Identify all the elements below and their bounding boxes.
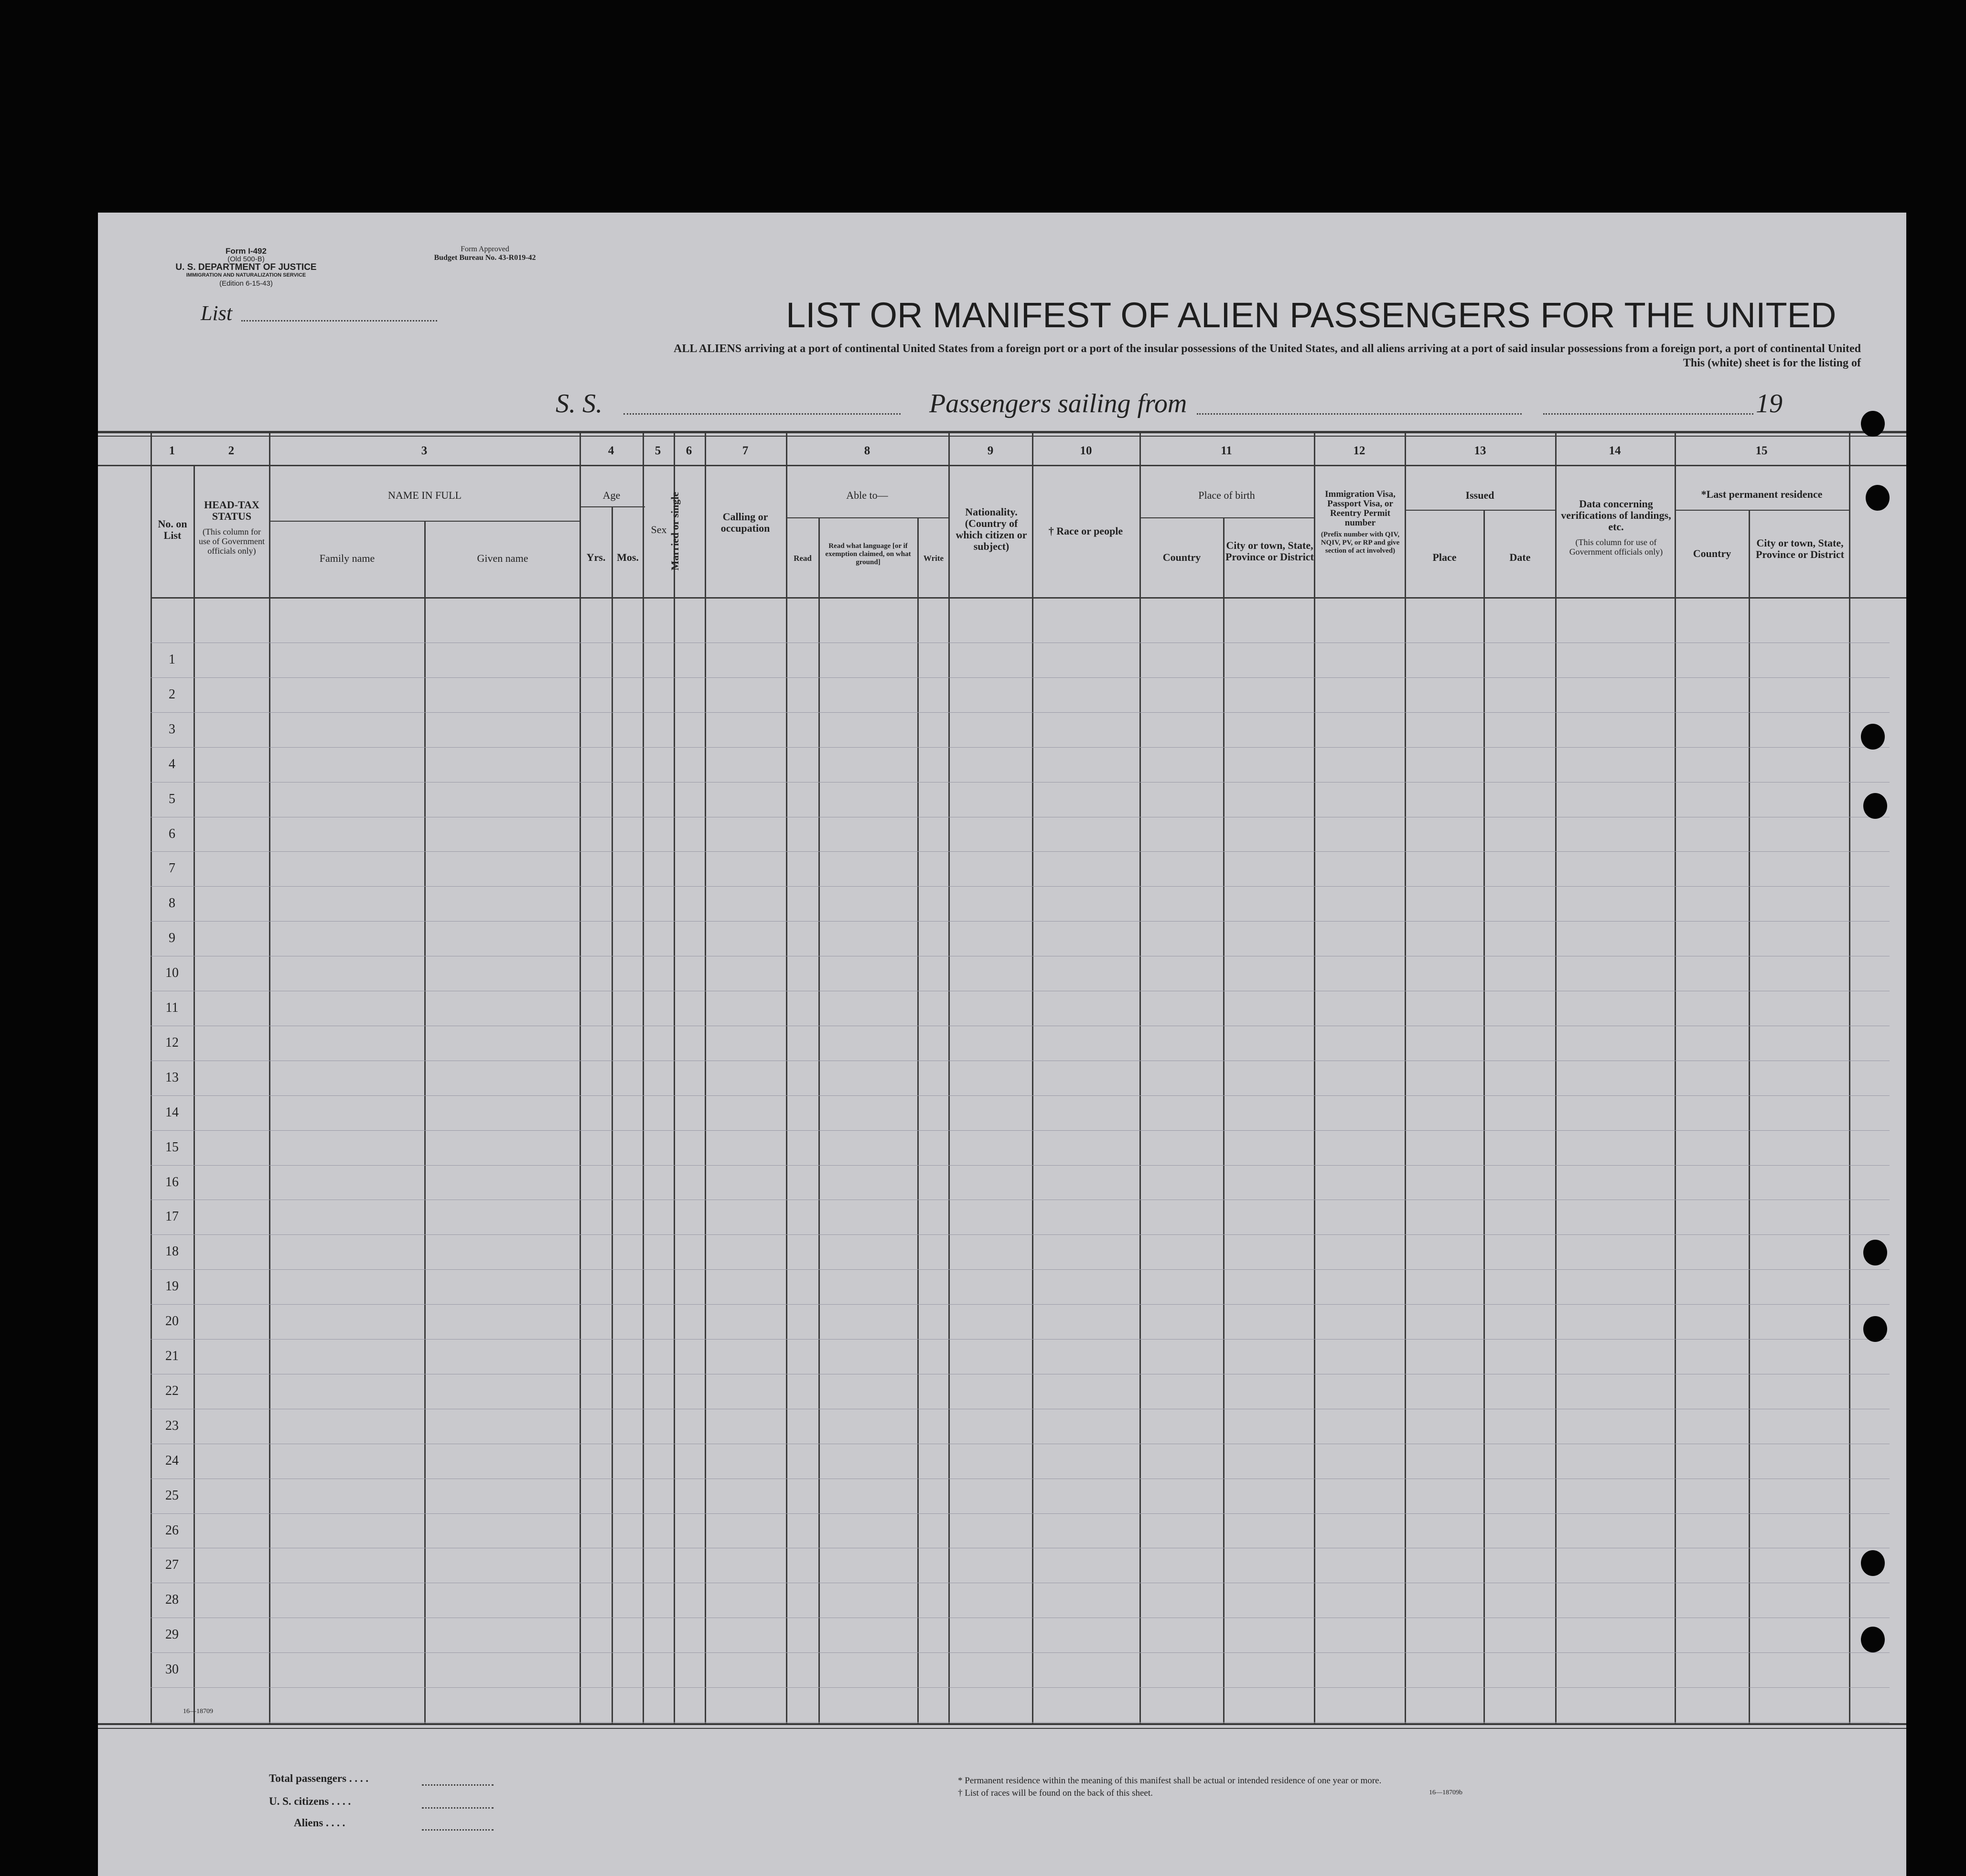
column-number: 1 bbox=[169, 444, 175, 457]
col-line bbox=[786, 433, 787, 1723]
total-passengers-label: Total passengers . . . . bbox=[269, 1772, 369, 1784]
col-header-sex: Sex bbox=[651, 524, 667, 536]
list-label: List bbox=[201, 301, 233, 325]
col-header-issued-date: Date bbox=[1509, 551, 1531, 563]
row-number: 25 bbox=[165, 1488, 179, 1503]
subtitle-line-1: ALL ALIENS arriving at a port of continental United States from a foreign port or a port of the insular possessions of the United States, and all aliens arriving at a port of said insular possessions from a foreign port, a port of continental United bbox=[674, 343, 1861, 355]
column-number: 8 bbox=[864, 444, 870, 457]
row-number: 6 bbox=[169, 826, 175, 841]
col-line bbox=[1749, 510, 1750, 1723]
ruled-line bbox=[150, 747, 1890, 748]
col-header-calling: Calling or occupation bbox=[720, 511, 770, 534]
row-number: 21 bbox=[165, 1349, 179, 1363]
year-prefix: 19 bbox=[1756, 389, 1783, 418]
col-line bbox=[193, 466, 195, 1723]
column-number: 5 bbox=[655, 444, 661, 457]
binder-hole bbox=[1861, 1627, 1885, 1652]
col-line bbox=[643, 433, 644, 1723]
col-line bbox=[705, 433, 706, 1723]
table-top-rule bbox=[98, 431, 1906, 433]
row-number: 8 bbox=[169, 896, 175, 911]
row-number: 20 bbox=[165, 1314, 179, 1329]
ruled-line bbox=[150, 1513, 1890, 1514]
row-number: 30 bbox=[165, 1662, 179, 1677]
binder-hole bbox=[1863, 1316, 1887, 1342]
us-citizens-label: U. S. citizens . . . . bbox=[269, 1795, 351, 1807]
col-line bbox=[424, 521, 426, 1723]
col-line bbox=[1555, 433, 1557, 1723]
col-header-place-of-birth: Place of birth bbox=[1198, 489, 1255, 501]
form-id-block bbox=[174, 247, 318, 288]
col-header-married: Married or single bbox=[669, 492, 681, 571]
row-number: 13 bbox=[165, 1070, 179, 1085]
ruled-line bbox=[150, 1234, 1890, 1235]
head-tax-note: (This column for use of Government officials only) bbox=[199, 527, 265, 556]
row-number: 4 bbox=[169, 757, 175, 772]
row-number: 27 bbox=[165, 1557, 179, 1572]
ruled-line bbox=[150, 851, 1890, 852]
table-bottom-rule-thin bbox=[98, 1728, 1906, 1729]
col-header-able-to: Able to— bbox=[846, 489, 888, 501]
col-header-name-in-full: NAME IN FULL bbox=[388, 489, 462, 501]
row-number: 12 bbox=[165, 1035, 179, 1050]
col-header-age: Age bbox=[602, 489, 621, 501]
col-header-no-on-list: No. on List bbox=[158, 518, 187, 541]
col-line bbox=[1483, 510, 1485, 1723]
col-line bbox=[269, 433, 270, 1723]
binder-hole bbox=[1861, 724, 1885, 750]
column-number: 13 bbox=[1474, 444, 1486, 457]
ruled-line bbox=[150, 921, 1890, 922]
col-header-birth-country: Country bbox=[1162, 551, 1201, 563]
col-line bbox=[818, 517, 820, 1723]
column-number: 7 bbox=[742, 444, 749, 457]
column-number: 11 bbox=[1221, 444, 1232, 457]
column-number: 9 bbox=[987, 444, 994, 457]
row-number: 18 bbox=[165, 1244, 179, 1259]
ruled-line bbox=[150, 1652, 1890, 1653]
row-number: 2 bbox=[169, 687, 175, 702]
ruled-line bbox=[150, 1095, 1890, 1096]
issued-subheader-rule bbox=[1405, 510, 1555, 511]
col-line bbox=[1032, 433, 1033, 1723]
ruled-line bbox=[150, 1304, 1890, 1305]
column-number: 6 bbox=[686, 444, 692, 457]
col-header-nationality: Nationality. (Country of which citizen or subject) bbox=[956, 506, 1027, 552]
col-header-residence-country: Country bbox=[1693, 547, 1731, 559]
row-number: 7 bbox=[169, 861, 175, 876]
col-line bbox=[1314, 433, 1315, 1723]
col-header-data-concerning bbox=[1560, 498, 1672, 557]
ruled-line bbox=[150, 1165, 1890, 1166]
old-form-number: (Old 500-B) bbox=[227, 255, 265, 263]
data-concerning-note: (This column for use of Government officials only) bbox=[1569, 537, 1663, 557]
ship-name-field[interactable] bbox=[623, 413, 901, 415]
col-line bbox=[917, 517, 919, 1723]
ruled-line bbox=[150, 782, 1890, 783]
col-line bbox=[1223, 517, 1225, 1723]
service-name: IMMIGRATION AND NATURALIZATION SERVICE bbox=[186, 272, 306, 278]
col-line bbox=[948, 433, 950, 1723]
col-header-visa bbox=[1317, 490, 1403, 555]
col-line bbox=[150, 433, 152, 1723]
column-number: 2 bbox=[228, 444, 235, 457]
col-line bbox=[1405, 433, 1406, 1723]
total-passengers-field[interactable] bbox=[422, 1784, 494, 1786]
col-line bbox=[612, 506, 613, 1723]
ss-label: S. S. bbox=[556, 389, 602, 418]
column-number: 4 bbox=[608, 444, 614, 457]
number-row-rule bbox=[98, 465, 1906, 466]
binder-hole bbox=[1863, 793, 1887, 819]
col-line bbox=[1675, 433, 1676, 1723]
row-number: 15 bbox=[165, 1140, 179, 1155]
print-code-left: 16—18709 bbox=[183, 1708, 213, 1715]
footnote-permanent-residence: * Permanent residence within the meaning of this manifest shall be actual or intended residence of one year or more. bbox=[958, 1776, 1382, 1786]
row-number: 9 bbox=[169, 931, 175, 945]
col-line bbox=[1849, 433, 1850, 1723]
binder-hole bbox=[1866, 485, 1890, 511]
aliens-field[interactable] bbox=[422, 1829, 494, 1831]
ruled-line bbox=[150, 886, 1890, 887]
col-header-race: † Race or people bbox=[1048, 525, 1123, 537]
row-number: 3 bbox=[169, 722, 175, 737]
row-number: 10 bbox=[165, 965, 179, 980]
col-line bbox=[580, 433, 581, 1723]
ruled-line bbox=[150, 1722, 1890, 1723]
row-number: 24 bbox=[165, 1453, 179, 1468]
visa-label: Immigration Visa, Passport Visa, or Reentry Permit number bbox=[1325, 489, 1396, 528]
manifest-title: LIST OR MANIFEST OF ALIEN PASSENGERS FOR THE UNITED bbox=[786, 295, 1837, 335]
row-number: 22 bbox=[165, 1383, 179, 1398]
binder-hole bbox=[1861, 411, 1885, 437]
row-number: 19 bbox=[165, 1279, 179, 1294]
col-header-mos: Mos. bbox=[617, 551, 639, 563]
budget-bureau-number: Budget Bureau No. 43-R019-42 bbox=[434, 254, 536, 262]
col-header-read-language: Read what language [or if exemption claimed, on what ground] bbox=[825, 542, 911, 566]
column-number: 15 bbox=[1755, 444, 1768, 457]
subtitle-line-2: This (white) sheet is for the listing of bbox=[1683, 357, 1861, 369]
binder-hole bbox=[1861, 1550, 1885, 1576]
row-number: 28 bbox=[165, 1592, 179, 1607]
col-line bbox=[674, 433, 675, 1723]
col-header-read: Read bbox=[794, 554, 812, 563]
ruled-line bbox=[150, 1339, 1890, 1340]
col-header-last-residence: *Last permanent residence bbox=[1701, 488, 1823, 500]
row-number: 17 bbox=[165, 1209, 179, 1224]
footnote-races: † List of races will be found on the back of this sheet. bbox=[958, 1788, 1153, 1798]
row-number: 5 bbox=[169, 792, 175, 806]
row-number: 26 bbox=[165, 1523, 179, 1538]
column-number: 14 bbox=[1609, 444, 1621, 457]
list-number-field[interactable] bbox=[241, 320, 437, 322]
ruled-line bbox=[150, 712, 1890, 713]
sailing-from-label: Passengers sailing from bbox=[929, 389, 1187, 418]
us-citizens-field[interactable] bbox=[422, 1807, 494, 1809]
col-header-given-name: Given name bbox=[477, 552, 528, 564]
approval-block bbox=[404, 245, 566, 262]
edition-date: (Edition 6-15-43) bbox=[219, 279, 273, 288]
birth-subheader-rule bbox=[1139, 517, 1314, 518]
manifest-sheet bbox=[98, 213, 1906, 1876]
head-tax-label: HEAD-TAX STATUS bbox=[204, 499, 259, 522]
sailing-port-field[interactable] bbox=[1197, 413, 1522, 415]
row-number: 14 bbox=[165, 1105, 179, 1120]
col-header-head-tax bbox=[196, 499, 268, 556]
table-top-rule-thin bbox=[98, 436, 1906, 437]
col-header-issued-place: Place bbox=[1432, 551, 1457, 563]
col-header-family-name: Family name bbox=[319, 552, 375, 564]
row-number: 1 bbox=[169, 652, 175, 667]
residence-subheader-rule bbox=[1675, 510, 1849, 511]
col-line bbox=[1139, 433, 1141, 1723]
binder-hole bbox=[1863, 1240, 1887, 1265]
form-number: Form I-492 bbox=[226, 247, 267, 256]
print-code-right: 16—18709b bbox=[1429, 1789, 1462, 1796]
ruled-line bbox=[150, 1130, 1890, 1131]
column-number: 3 bbox=[421, 444, 428, 457]
col-header-yrs: Yrs. bbox=[586, 551, 606, 563]
form-approved: Form Approved bbox=[461, 245, 509, 253]
row-number: 29 bbox=[165, 1627, 179, 1642]
col-header-write: Write bbox=[923, 554, 944, 563]
row-number: 23 bbox=[165, 1418, 179, 1433]
sailing-date-field[interactable] bbox=[1543, 413, 1753, 415]
col-header-residence-city: City or town, State, Province or District bbox=[1756, 537, 1844, 560]
able-subheader-rule bbox=[786, 517, 948, 518]
ruled-line bbox=[150, 1269, 1890, 1270]
header-bottom-rule bbox=[150, 597, 1906, 599]
column-number: 12 bbox=[1353, 444, 1365, 457]
table-bottom-rule bbox=[98, 1723, 1906, 1725]
column-number: 10 bbox=[1080, 444, 1092, 457]
col-header-birth-city: City or town, State, Province or District bbox=[1225, 539, 1314, 563]
visa-note: (Prefix number with QIV, NQIV, PV, or RP and give section of act involved) bbox=[1321, 531, 1400, 555]
ruled-line bbox=[150, 1687, 1890, 1688]
col-header-issued: Issued bbox=[1465, 489, 1494, 501]
department-name: U. S. DEPARTMENT OF JUSTICE bbox=[175, 262, 317, 272]
row-number: 16 bbox=[165, 1175, 179, 1190]
row-number: 11 bbox=[165, 1000, 179, 1015]
data-concerning-label: Data concerning verifications of landings, etc. bbox=[1561, 498, 1671, 533]
aliens-label: Aliens . . . . bbox=[294, 1817, 345, 1829]
ruled-line bbox=[150, 677, 1890, 678]
